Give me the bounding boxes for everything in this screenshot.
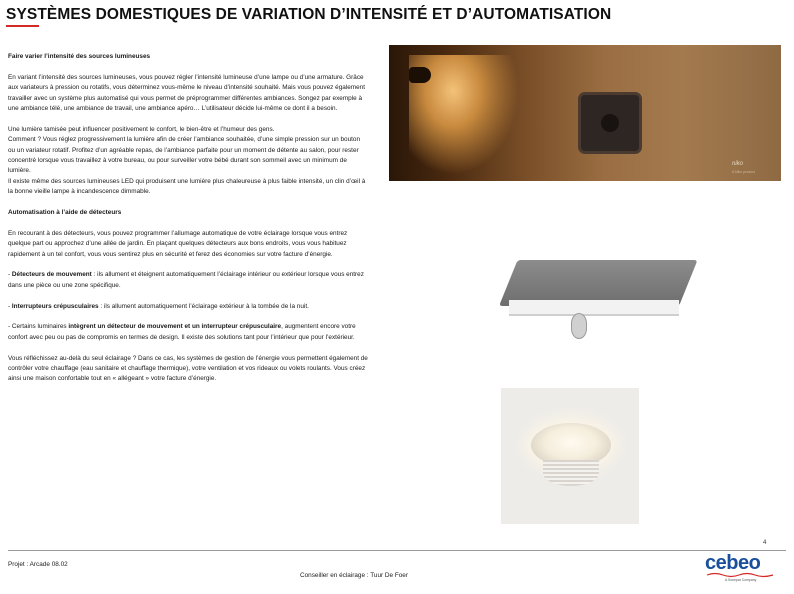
advisor-label: Conseiller en éclairage : Tuur De Foer bbox=[300, 572, 408, 579]
title-accent-bar bbox=[6, 25, 39, 27]
text-column bbox=[8, 52, 368, 395]
dimming-led-line: Il existe même des sources lumineuses LED qui produisent une lumière plus chaleureuse à plus faible intensité, un clin d’œil à la bonne vieille lampe à incandescence dimmable. bbox=[8, 177, 366, 196]
bullet-motion-detectors: - Détecteurs de mouvement : ils allument et éteignent automatiquement l’éclairage intérieur ou extérieur lorsque vous entrez dans une pièce ou une zone spécifique. bbox=[8, 271, 364, 289]
page-title: SYSTÈMES DOMESTIQUES DE VARIATION D’INTENSITÉ ET D’AUTOMATISATION bbox=[6, 6, 612, 23]
bullet-twilight-label: Interrupteurs crépusculaires bbox=[11, 302, 99, 310]
ceiling-light-grille bbox=[543, 460, 599, 486]
dimmer-ambiance-photo bbox=[389, 45, 781, 181]
dimmer-knob bbox=[601, 114, 619, 132]
paragraph-dimming-intro: En variant l’intensité des sources lumineuses, vous pouvez régler l’intensité lumineuse d’une lampe ou d’une armature. Grâce aux variateurs à pression ou rotatifs, vous déterminez vous-même le niveau d’intensité souhaité. Mais vous pouvez également travailler avec un système plus automatisé qui vous permet de préprogrammer différentes ambiances. Songez par exemple à une ambiance télé, une ambiance de travail, une ambiance apéro… L’utilisateur décide lui-même ce dont il a besoin. bbox=[8, 73, 365, 113]
sensor-luminaire-image bbox=[499, 260, 679, 344]
bullet-motion-label: Détecteurs de mouvement bbox=[11, 271, 92, 279]
bullet-integrated-luminaires bbox=[8, 322, 368, 343]
dimmer-switch bbox=[581, 95, 639, 151]
bullet-twilight-switches: - Interrupteurs crépusculaires : ils allument automatiquement l’éclairage extérieur à la tombée de la nuit. bbox=[8, 302, 309, 310]
cebeo-logo bbox=[705, 553, 775, 587]
wall-lamp bbox=[409, 67, 431, 83]
paragraph-dimming-benefits bbox=[8, 125, 368, 198]
photo-brand-mark: niko bbox=[732, 161, 744, 167]
section-heading-automation: Automatisation à l’aide de détecteurs bbox=[8, 209, 122, 217]
bullet-integrated-post: , augmentent encore votre confort avec peu ou pas de compromis en termes de design. Il existe des solutions tant pour l’intérieur que pour l’extérieur. bbox=[8, 323, 356, 341]
dimming-how-line: Comment ? Vous réglez progressivement la lumière afin de créer l’ambiance souhaitée, d’une simple pression sur un bouton ou un variateur rotatif. Profitez d’un agréable repas, de l’ambiance parfaite pour un moment de détente au salon, pour rester concentré lorsque vous travaillez à votre bureau, ou pour surveiller votre bébé durant son sommeil avec un minimum de lumière. bbox=[8, 136, 361, 175]
bullet-integrated-bold: intègrent un détecteur de mouvement et un interrupteur crépusculaire bbox=[68, 323, 282, 331]
logo-wordmark: cebeo bbox=[705, 552, 761, 574]
bullet-twilight-text: : ils allument automatiquement l’éclairage extérieur à la tombée de la nuit. bbox=[98, 302, 309, 310]
motion-sensor-dome bbox=[571, 313, 587, 339]
bullet-motion-text: : ils allument et éteignent automatiquement l’éclairage intérieur ou extérieur lorsque vous entrez dans une pièce ou une zone spécifique. bbox=[8, 271, 364, 289]
section-heading-dimming: Faire varier l’intensité des sources lumineuses bbox=[8, 53, 151, 60]
paragraph-detectors-intro: En recourant à des détecteurs, vous pouvez programmer l’allumage automatique de votre éclairage lorsque vous entrez quelque part ou approchez d’une allée de jardin. En plaçant quelques détecteurs aux bons endroits, vous vous habituez rapidement à un tel confort, vous vous sentirez plus en sécurité et ferez des économies sur votre facture d’énergie. bbox=[8, 229, 348, 258]
ceiling-light-image bbox=[501, 388, 639, 524]
luminaire-diffuser bbox=[509, 300, 679, 316]
footer-divider bbox=[8, 550, 786, 551]
page-number: 4 bbox=[763, 540, 767, 546]
paragraph-energy-management: Vous réfléchissez au-delà du seul éclairage ? Dans ce cas, les systèmes de gestion de l’énergie vous permettent également de contrôler votre chauffage (eau sanitaire et chauffage thermique), votre ventilation et vos rideaux ou volets roulants. Vous créez ainsi une maison confortable tout en « allégeant » votre facture d’énergie. bbox=[8, 354, 368, 383]
photo-brand-sub: A Niko product bbox=[732, 170, 755, 174]
dimming-benefit-line: Une lumière tamisée peut influencer positivement le confort, le bien-être et l’humeur des gens. bbox=[8, 125, 275, 133]
bullet-integrated-pre: - Certains luminaires bbox=[8, 323, 69, 331]
project-label: Projet : Arcade 08.02 bbox=[8, 561, 68, 568]
logo-tagline: A Sonepar Company bbox=[725, 578, 757, 582]
